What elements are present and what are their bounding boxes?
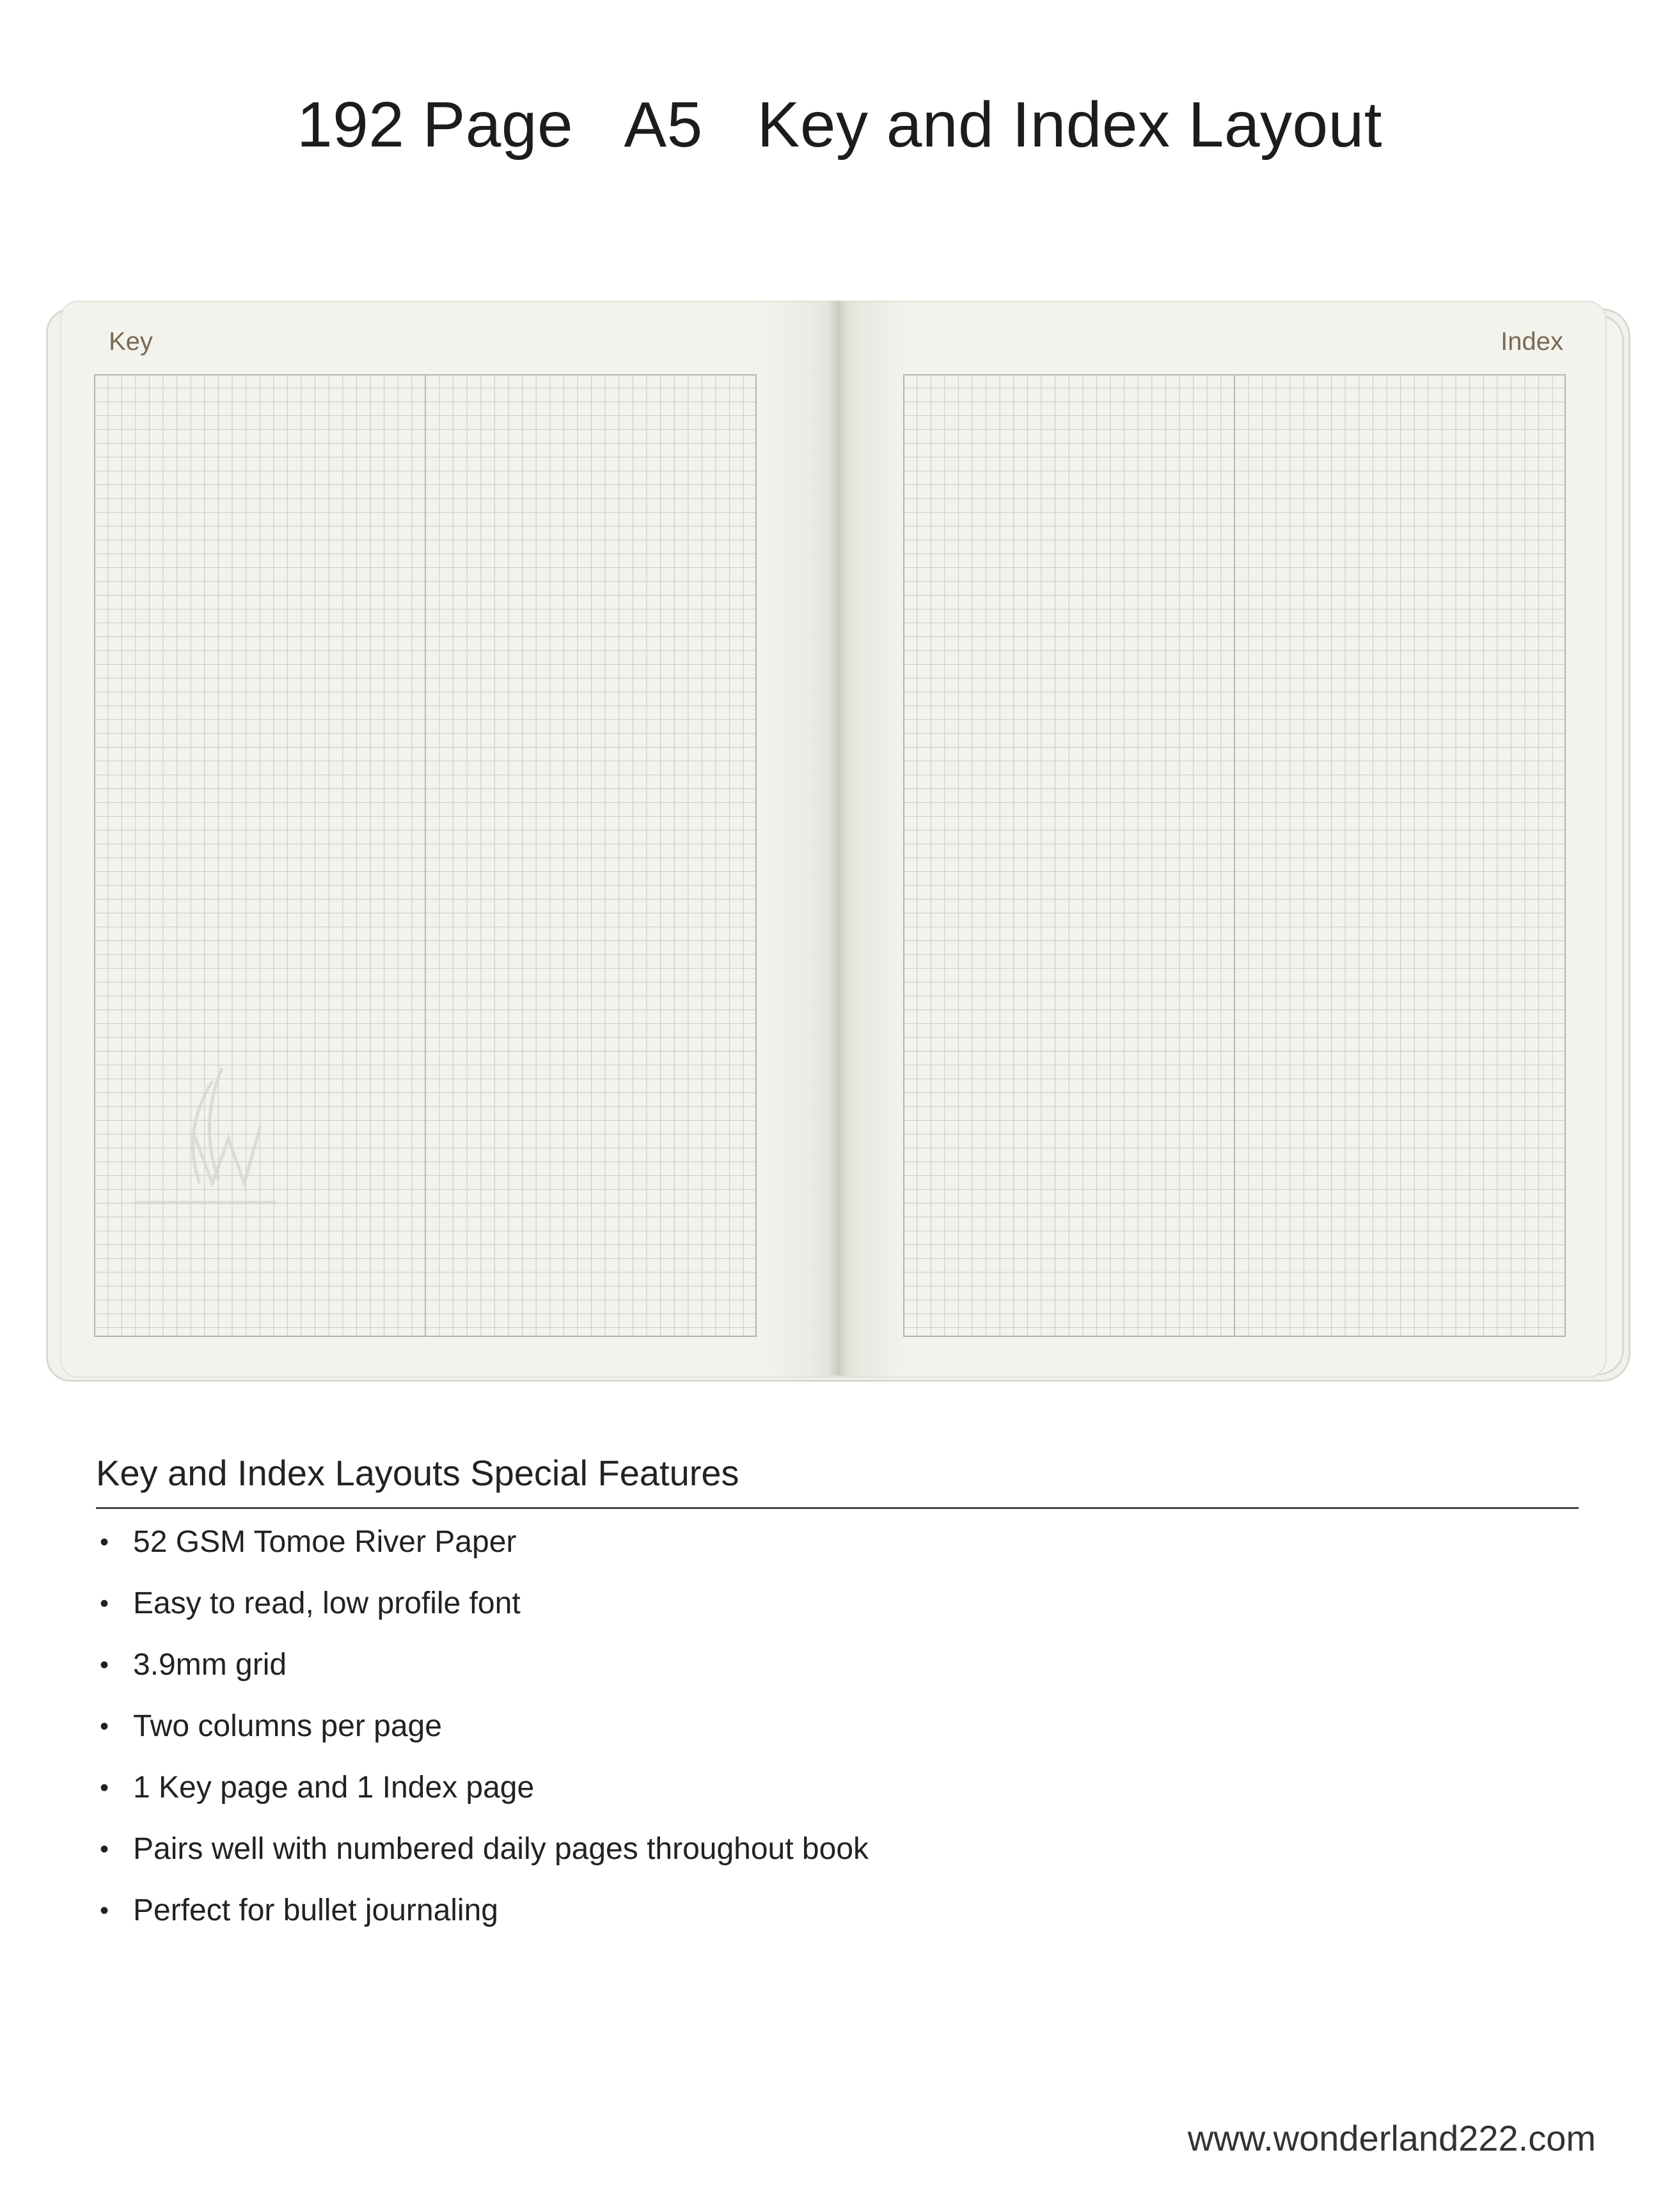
index-grid: [903, 374, 1566, 1337]
website-link[interactable]: www.wonderland222.com: [1187, 2118, 1596, 2158]
notebook-spread: [46, 301, 1631, 1385]
feature-item: • Pairs well with numbered daily pages throughout book: [96, 1828, 927, 1870]
feature-item: • 52 GSM Tomoe River Paper: [96, 1521, 927, 1563]
features-list: [96, 1521, 927, 1951]
features-heading: Key and Index Layouts Special Features: [96, 1453, 739, 1493]
notebook-spine: [828, 301, 848, 1375]
feature-item: • Perfect for bullet journaling: [96, 1890, 927, 1932]
feature-item: • Two columns per page: [96, 1705, 927, 1748]
page-title: 192 Page A5 Key and Index Layout: [296, 89, 1383, 161]
feature-item: • 1 Key page and 1 Index page: [96, 1767, 927, 1809]
feature-item: • 3.9mm grid: [96, 1644, 927, 1686]
wonderland-logo-icon: [116, 1055, 296, 1222]
key-page-label: Key: [109, 328, 153, 356]
features-divider: [96, 1507, 1579, 1509]
feature-item: • Easy to read, low profile font: [96, 1583, 927, 1625]
index-page-label: Index: [1501, 328, 1563, 356]
